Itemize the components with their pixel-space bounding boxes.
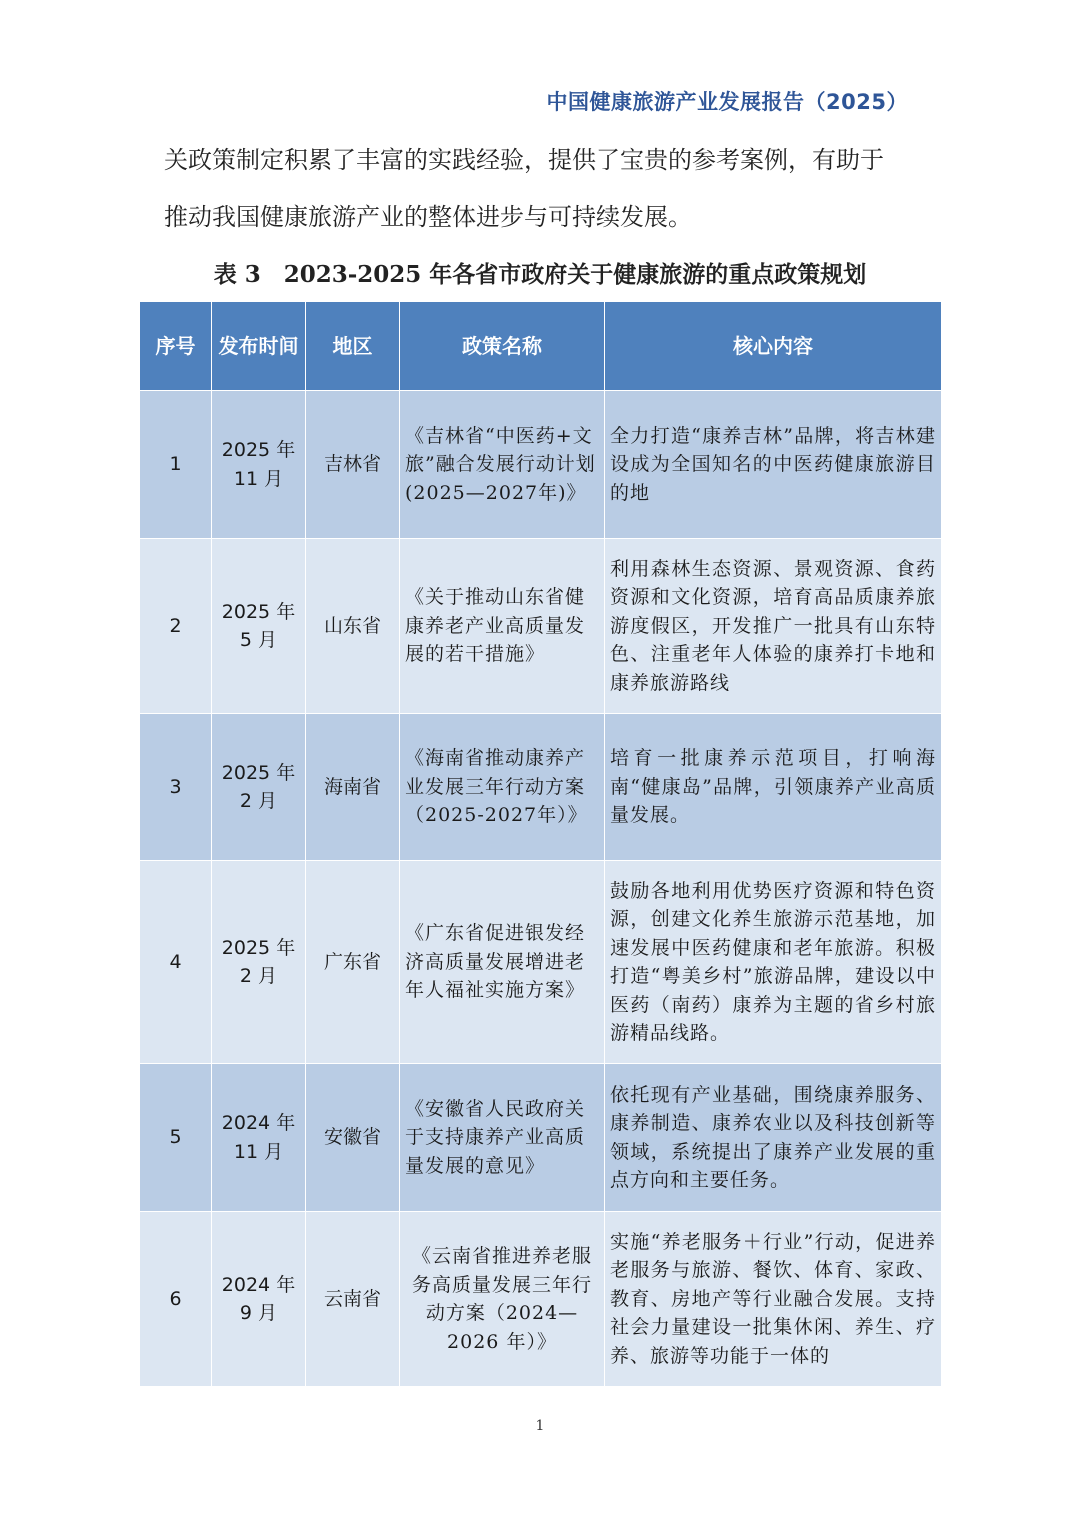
- cell-date: 2025 年 2 月: [212, 861, 306, 1064]
- policy-table: [139, 301, 942, 1387]
- cell-no: 3: [140, 714, 212, 861]
- cell-region: 海南省: [306, 714, 400, 861]
- cell-policy-name: 《吉林省“中医药+文旅”融合发展行动计划(2025—2027年)》: [400, 391, 605, 539]
- cell-policy-name: 《云南省推进养老服务高质量发展三年行动方案（2024—2026 年）》: [400, 1212, 605, 1387]
- cell-core-content: 实施“养老服务＋行业”行动，促进养老服务与旅游、餐饮、体育、家政、教育、房地产等行业融合发展。支持社会力量建设一批集休闲、养生、疗养、旅游等功能于一体的: [605, 1212, 942, 1387]
- cell-date: 2024 年 11 月: [212, 1064, 306, 1212]
- cell-date: 2024 年 9 月: [212, 1212, 306, 1387]
- cell-core-content: 培育一批康养示范项目，打响海南“健康岛”品牌，引领康养产业高质量发展。: [605, 714, 942, 861]
- cell-policy-name: 《关于推动山东省健康养老产业高质量发展的若干措施》: [400, 539, 605, 714]
- cell-core-content: 全力打造“康养吉林”品牌，将吉林建设成为全国知名的中医药健康旅游目的地: [605, 391, 942, 539]
- cell-date: 2025 年 2 月: [212, 714, 306, 861]
- body-line: 关政策制定积累了丰富的实践经验，提供了宝贵的参考案例，有助于: [164, 146, 884, 174]
- cell-region: 吉林省: [306, 391, 400, 539]
- page-number: 1: [535, 1418, 545, 1434]
- cell-no: 2: [140, 539, 212, 714]
- cell-no: 5: [140, 1064, 212, 1212]
- cell-policy-name: 《海南省推动康养产业发展三年行动方案（2025-2027年）》: [400, 714, 605, 861]
- body-line: 推动我国健康旅游产业的整体进步与可持续发展。: [164, 203, 692, 231]
- table-row: [140, 714, 942, 861]
- column-header-no: 序号: [140, 302, 212, 391]
- cell-no: 1: [140, 391, 212, 539]
- cell-policy-name: 《安徽省人民政府关于支持康养产业高质量发展的意见》: [400, 1064, 605, 1212]
- cell-date: 2025 年 5 月: [212, 539, 306, 714]
- cell-policy-name: 《广东省促进银发经济高质量发展增进老年人福祉实施方案》: [400, 861, 605, 1064]
- column-header-date: 发布时间: [212, 302, 306, 391]
- column-header-core-content: 核心内容: [605, 302, 942, 391]
- cell-core-content: 依托现有产业基础，围绕康养服务、康养制造、康养农业以及科技创新等领域，系统提出了康养产业发展的重点方向和主要任务。: [605, 1064, 942, 1212]
- cell-core-content: 鼓励各地利用优势医疗资源和特色资源，创建文化养生旅游示范基地，加速发展中医药健康和老年旅游。积极打造“粤美乡村”旅游品牌，建设以中医药（南药）康养为主题的省乡村旅游精品线路。: [605, 861, 942, 1064]
- running-header: 中国健康旅游产业发展报告（2025）: [546, 90, 908, 114]
- table-row: [140, 391, 942, 539]
- table-row: [140, 1064, 942, 1212]
- table-row: [140, 1212, 942, 1387]
- column-header-policy-name: 政策名称: [400, 302, 605, 391]
- cell-region: 广东省: [306, 861, 400, 1064]
- cell-no: 4: [140, 861, 212, 1064]
- body-paragraph: [164, 132, 934, 246]
- table-row: [140, 539, 942, 714]
- cell-core-content: 利用森林生态资源、景观资源、食药资源和文化资源，培育高品质康养旅游度假区，开发推广一批具有山东特色、注重老年人体验的康养打卡地和康养旅游路线: [605, 539, 942, 714]
- cell-date: 2025 年 11 月: [212, 391, 306, 539]
- column-header-region: 地区: [306, 302, 400, 391]
- table-caption: 表 3 2023-2025 年各省市政府关于健康旅游的重点政策规划: [213, 261, 867, 288]
- cell-region: 云南省: [306, 1212, 400, 1387]
- cell-region: 安徽省: [306, 1064, 400, 1212]
- cell-no: 6: [140, 1212, 212, 1387]
- table-row: [140, 861, 942, 1064]
- table-header-row: [140, 302, 942, 391]
- cell-region: 山东省: [306, 539, 400, 714]
